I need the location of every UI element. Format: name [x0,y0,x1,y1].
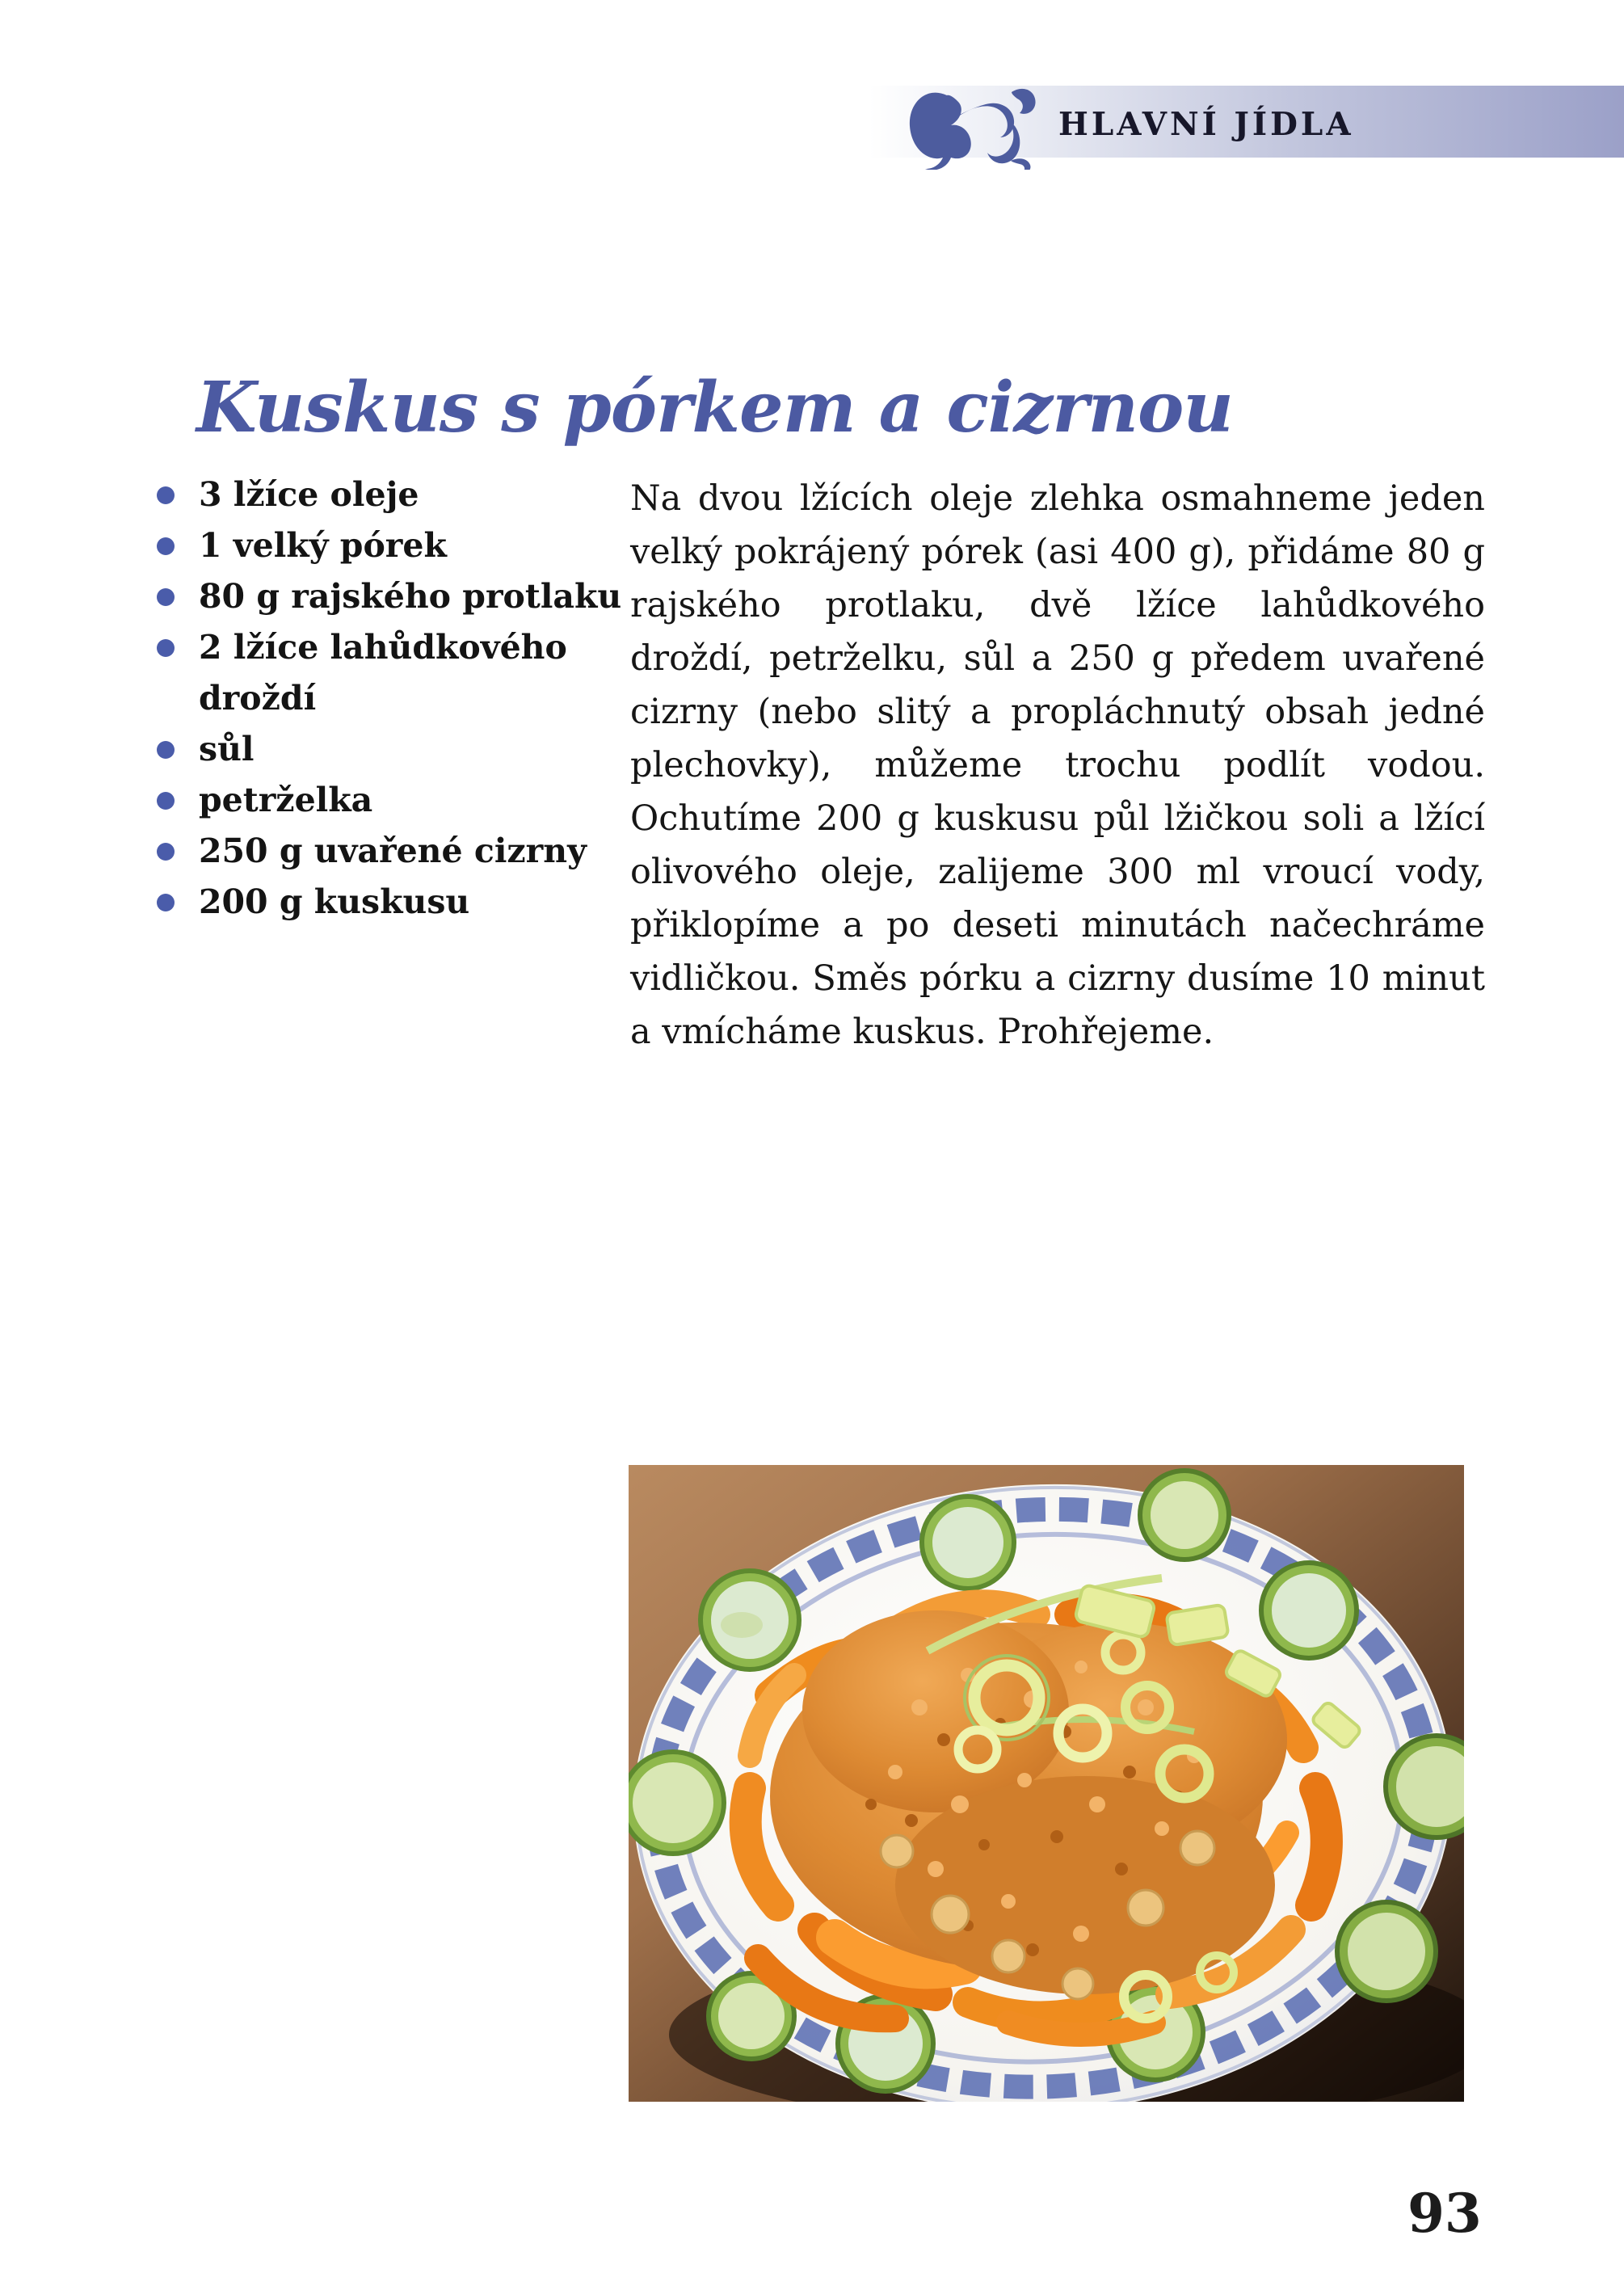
page-number: 93 [1407,2182,1482,2245]
bullet-icon [157,639,175,657]
recipe-instructions: Na dvou lžících oleje zlehka osmahneme jeden velký pokrájený pórek (asi 400 g), přidáme 80 g rajského protlaku, dvě lžíce lahůdkového droždí, petrželku, sůl a 250 g předem uvařené cizrny (nebo slitý a propláchnutý obsah jedné plechovky), můžeme trochu podlít vodou. Ochutíme 200 g kuskusu půl lžičkou soli a lžící olivového oleje, zalijeme 300 ml vroucí vody, přiklopíme a po deseti minutách načechráme vidličkou. Směs pórku a cizrny dusíme 10 minut a vmícháme kuskus. Prohřejeme. [630,478,1485,1052]
ingredient-text: petrželka [199,781,373,819]
ingredient-item [155,826,628,877]
ingredient-text: 80 g rajského protlaku [199,577,622,616]
ingredient-item [155,775,628,826]
recipe-photo [629,1465,1464,2102]
ingredient-text: 200 g kuskusu [199,882,470,921]
ingredient-item [155,622,628,724]
bullet-icon [157,843,175,861]
ingredient-text: 3 lžíce oleje [199,475,419,514]
bullet-icon [157,486,175,504]
floral-ornament-icon [902,84,1047,170]
ingredient-text: 1 velký pórek [199,526,447,565]
ingredient-item [155,571,628,622]
bullet-icon [157,894,175,911]
ingredient-item [155,724,628,775]
recipe-title: Kuskus s pórkem a cizrnou [196,366,1233,448]
ingredients-list [155,469,628,928]
section-label: HLAVNÍ JÍDLA [1058,106,1354,143]
bullet-icon [157,741,175,759]
recipe-photo-illustration [629,1465,1464,2102]
ingredient-item [155,520,628,571]
ingredient-text: sůl [199,730,255,768]
ingredient-text: 2 lžíce lahůdkového droždí [199,628,567,718]
ingredient-text: 250 g uvařené cizrny [199,831,587,870]
bullet-icon [157,537,175,555]
ingredient-item [155,877,628,928]
ingredient-item [155,469,628,520]
bullet-icon [157,792,175,810]
bullet-icon [157,588,175,606]
